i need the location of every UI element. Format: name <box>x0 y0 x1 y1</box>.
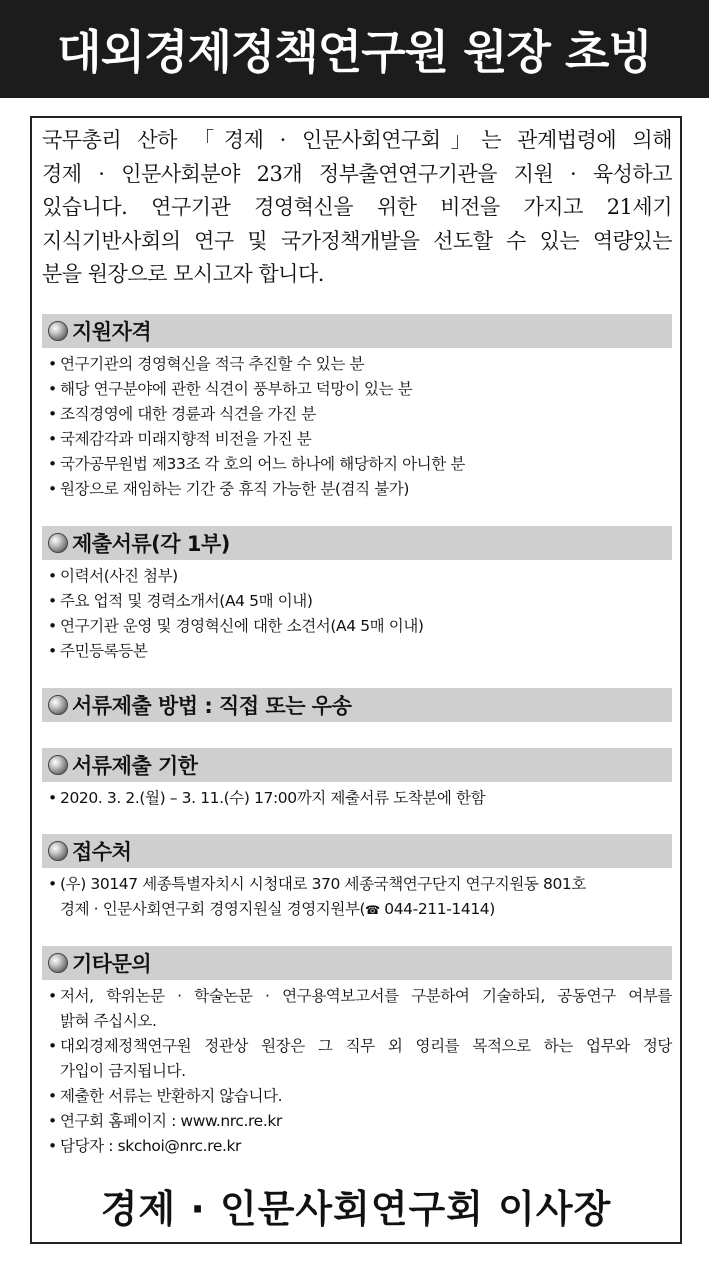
circle-bullet-icon <box>48 533 68 553</box>
circle-bullet-icon <box>48 953 68 973</box>
qualifications-list <box>42 352 672 502</box>
intro-line: 경제 · 인문사회분야 23개 정부출연연구기관을 지원 · 육성하고 <box>42 161 672 186</box>
intro-paragraph <box>42 124 672 292</box>
intro-line: 국무총리 산하 「경제 · 인문사회연구회」는 관계법령에 의해 <box>42 128 672 152</box>
section-documents <box>42 526 672 664</box>
section-inquiries <box>42 946 672 1159</box>
list-item: • 주요 업적 및 경력소개서(A4 5매 이내) <box>48 592 313 610</box>
page-title: 대외경제정책연구원 원장 초빙 <box>57 25 652 79</box>
intro-line: 있습니다. 연구기관 경영혁신을 위한 비전을 가지고 21세기 <box>42 195 672 219</box>
section-header <box>42 688 672 722</box>
deadline-list <box>42 786 672 811</box>
intro-line: 분을 원장으로 모시고자 합니다. <box>42 262 324 286</box>
circle-bullet-icon <box>48 755 68 775</box>
section-deadline <box>42 748 672 811</box>
reception-address: (우) 30147 세종특별자치시 시청대로 370 세종국책연구단지 연구지원동 801호 <box>60 875 586 893</box>
list-item: • 연구회 홈페이지 : www.nrc.re.kr <box>48 1112 282 1130</box>
list-item: • 저서, 학위논문 · 학술논문 · 연구용역보고서를 구분하여 기술하되, 공동연구 여부를 밝혀 주십시오. <box>48 987 672 1030</box>
list-item: • 제출한 서류는 반환하지 않습니다. <box>48 1087 283 1105</box>
reception-phone: 044-211-1414) <box>379 900 495 918</box>
section-header <box>42 834 672 868</box>
intro-line: 지식기반사회의 연구 및 국가정책개발을 선도할 수 있는 역량있는 <box>42 228 672 253</box>
title-bar <box>0 0 709 98</box>
section-qualifications <box>42 314 672 502</box>
list-item: • 원장으로 재임하는 기간 중 휴직 가능한 분(겸직 불가) <box>48 480 410 498</box>
list-item: • 연구기관의 경영혁신을 적극 추진할 수 있는 분 <box>48 355 365 373</box>
section-title: 기타문의 <box>72 952 152 976</box>
section-header <box>42 748 672 782</box>
list-item: • 대외경제정책연구원 정관상 원장은 그 직무 외 영리를 목적으로 하는 업무와 정당 가입이 금지됩니다. <box>48 1037 672 1080</box>
inquiries-list <box>42 984 672 1159</box>
list-item: • 조직경영에 대한 경륜과 식견을 가진 분 <box>48 405 316 423</box>
section-title: 제출서류(각 1부) <box>72 532 230 556</box>
circle-bullet-icon <box>48 695 68 715</box>
section-header <box>42 526 672 560</box>
phone-icon: ☎ <box>365 903 380 917</box>
list-item: • (우) 30147 세종특별자치시 시청대로 370 세종국책연구단지 연구지원동 801호 경제 · 인문사회연구회 경영지원실 경영지원부(☎ 044-211-1414) <box>48 872 672 923</box>
reception-contact: 경제 · 인문사회연구회 경영지원실 경영지원부(☎ 044-211-1414) <box>60 900 495 918</box>
section-title: 접수처 <box>72 840 132 864</box>
footer-signature: 경제 · 인문사회연구회 이사장 <box>100 1187 612 1231</box>
circle-bullet-icon <box>48 841 68 861</box>
list-item: • 연구기관 운영 및 경영혁신에 대한 소견서(A4 5매 이내) <box>48 617 424 635</box>
documents-list <box>42 564 672 664</box>
circle-bullet-icon <box>48 321 68 341</box>
section-title: 서류제출 방법 : 직접 또는 우송 <box>72 694 352 718</box>
section-header <box>42 314 672 348</box>
list-item: • 주민등록등본 <box>48 642 148 660</box>
section-title: 지원자격 <box>72 320 152 344</box>
list-item: • 2020. 3. 2.(월) – 3. 11.(수) 17:00까지 제출서류 도착분에 한함 <box>48 789 486 807</box>
list-item: • 국제감각과 미래지향적 비전을 가진 분 <box>48 430 312 448</box>
section-method <box>42 688 672 722</box>
section-reception <box>42 834 672 923</box>
section-title: 서류제출 기한 <box>72 754 198 778</box>
reception-list <box>42 872 672 923</box>
list-item: • 국가공무원법 제33조 각 호의 어느 하나에 해당하지 아니한 분 <box>48 455 465 473</box>
list-item: • 담당자 : skchoi@nrc.re.kr <box>48 1137 242 1155</box>
list-item: • 해당 연구분야에 관한 식견이 풍부하고 덕망이 있는 분 <box>48 380 413 398</box>
list-item: • 이력서(사진 첨부) <box>48 567 178 585</box>
section-header <box>42 946 672 980</box>
